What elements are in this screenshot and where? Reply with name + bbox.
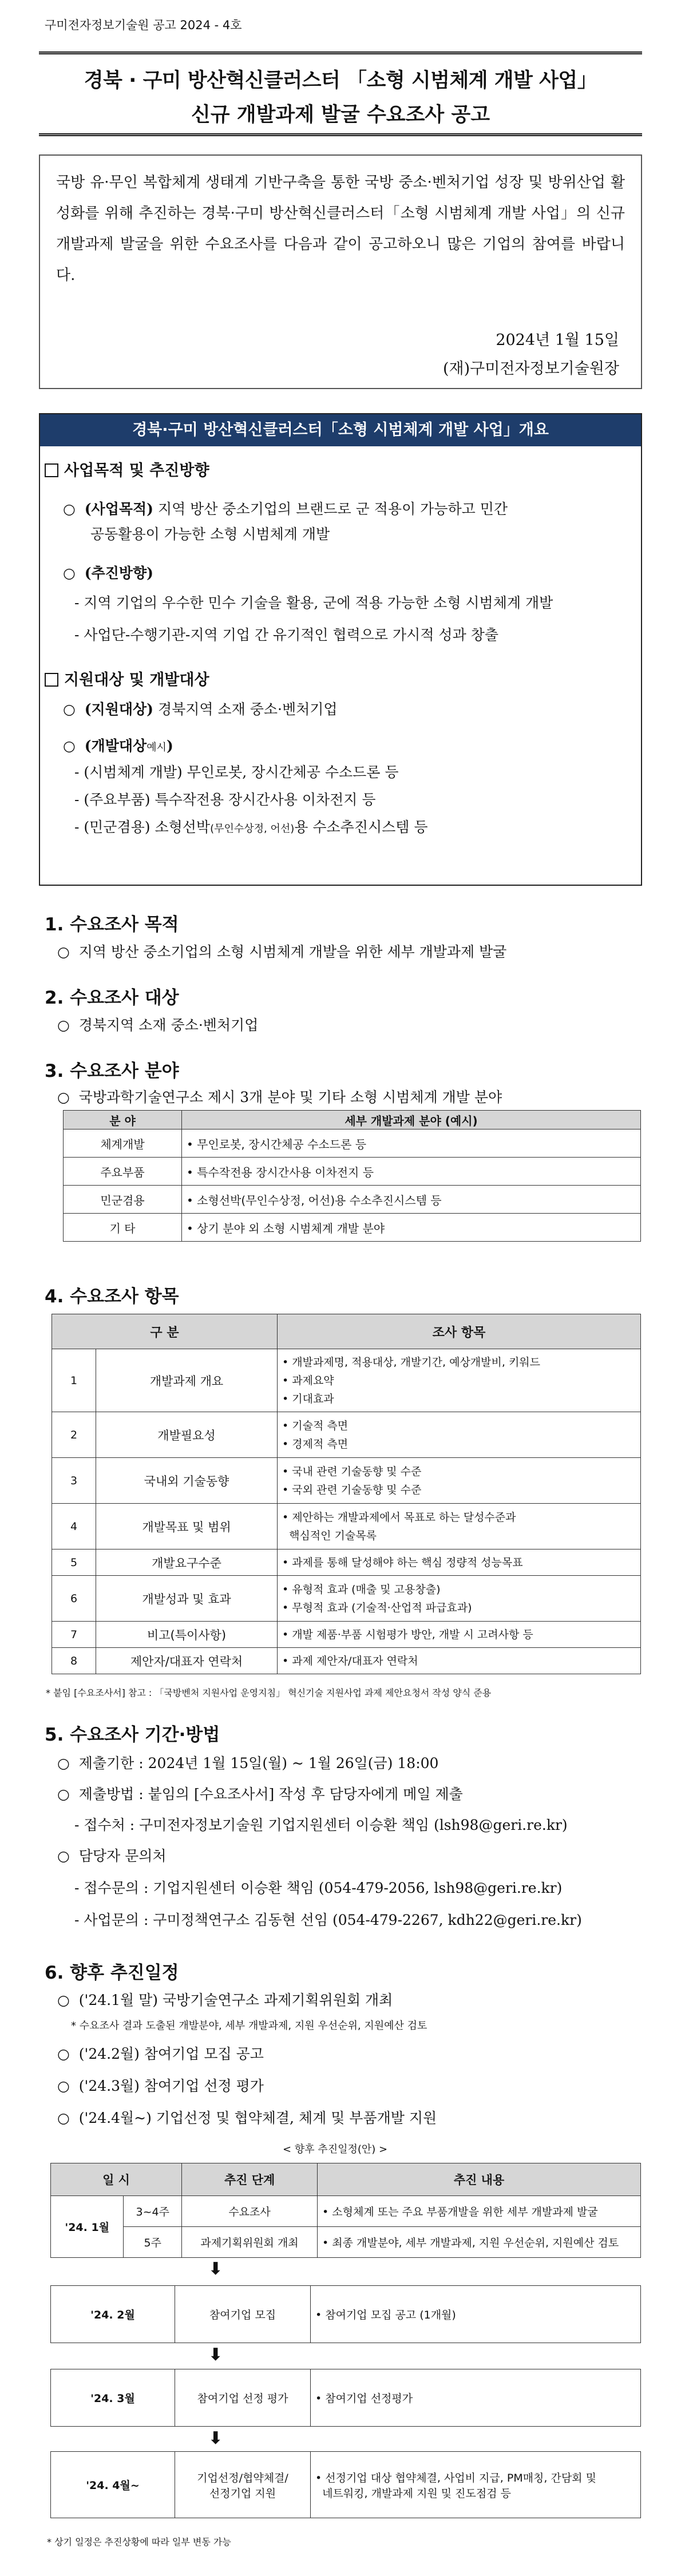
table-row — [52, 1648, 641, 1674]
overview-dev-1: - (시범체계 개발) 무인로봇, 장시간체공 수소드론 등 — [74, 764, 399, 780]
schedule-table-3 — [50, 2369, 641, 2427]
row-number: 8 — [52, 1648, 96, 1674]
square-bullet-icon — [45, 463, 58, 477]
overview-direction-2: - 사업단-수행기관-지역 기업 간 유기적인 협력으로 가시적 성과 창출 — [74, 627, 498, 643]
row-number: 6 — [52, 1576, 96, 1622]
table-row — [52, 1412, 641, 1458]
schedule-date: '24. 4월~ — [51, 2452, 175, 2518]
row-number: 2 — [52, 1412, 96, 1458]
schedule-week: 3~4주 — [124, 2196, 182, 2227]
row-items: • 과제를 통해 달성해야 하는 핵심 정량적 성능목표 — [278, 1549, 641, 1576]
overview-direction-1: - 지역 기업의 우수한 민수 기술을 활용, 군에 적용 가능한 소형 시범체계 개발 — [74, 595, 553, 611]
row-number: 7 — [52, 1622, 96, 1648]
row-category: 비고(특이사항) — [96, 1622, 278, 1648]
field-table — [63, 1110, 641, 1242]
down-arrow-icon: ⬇ — [208, 2428, 223, 2448]
overview-dev-3: - (민군겸용) 소형선박(무인수상정, 어선)용 수소추진시스템 등 — [74, 819, 428, 835]
row-category: 개발목표 및 범위 — [96, 1504, 278, 1549]
section-3-title: 3. 수요조사 분야 — [45, 1061, 179, 1081]
table-row — [52, 1458, 641, 1504]
table-row — [52, 1504, 641, 1549]
overview-section-2-title: 지원대상 및 개발대상 — [45, 667, 209, 689]
schedule-item-3: ○ ('24.3월) 참여기업 선정 평가 — [57, 2078, 264, 2094]
row-items: • 과제 제안자/대표자 연락처 — [278, 1648, 641, 1674]
column-header: 세부 개발과제 분야 (예시) — [182, 1111, 641, 1130]
table-row — [52, 1622, 641, 1648]
field-cell: 체계개발 — [64, 1130, 182, 1158]
issuer-name: (재)구미전자정보기술원장 — [443, 360, 619, 378]
row-category: 제안자/대표자 연락처 — [96, 1648, 278, 1674]
row-category: 개발요구수준 — [96, 1549, 278, 1576]
schedule-date: '24. 3월 — [51, 2369, 175, 2427]
table-row — [51, 2196, 641, 2227]
down-arrow-icon: ⬇ — [208, 2345, 223, 2365]
table-row — [51, 2286, 641, 2343]
row-items: • 개발과제명, 적용대상, 개발기간, 예상개발비, 키워드 • 과제요약 • 기대효과 — [278, 1349, 641, 1412]
deadline-text: ○ 제출기한 : 2024년 1월 15일(월) ~ 1월 26일(금) 18:00 — [57, 1755, 439, 1772]
overview-purpose: ○ (사업목적) 지역 방산 중소기업의 브랜드로 군 적용이 가능하고 민간 — [63, 501, 508, 517]
table-row — [52, 1549, 641, 1576]
example-cell: • 상기 분야 외 소형 시범체계 개발 분야 — [182, 1214, 641, 1242]
schedule-item-1: ○ ('24.1월 말) 국방기술연구소 과제기획위원회 개최 — [57, 1992, 393, 2008]
column-header: 구 분 — [52, 1314, 278, 1349]
field-cell: 기 타 — [64, 1214, 182, 1242]
schedule-item-2: ○ ('24.2월) 참여기업 모집 공고 — [57, 2046, 264, 2062]
schedule-table-2 — [50, 2285, 641, 2343]
section-1-text: ○ 지역 방산 중소기업의 소형 시범체계 개발을 위한 세부 개발과제 발굴 — [57, 944, 507, 960]
method-text: ○ 제출방법 : 붙임의 [수요조사서] 작성 후 담당자에게 메일 제출 — [57, 1786, 463, 1802]
column-header: 분 야 — [64, 1111, 182, 1130]
table-row — [64, 1130, 641, 1158]
schedule-table-4 — [50, 2451, 641, 2518]
contact-2: - 사업문의 : 구미정책연구소 김동현 선임 (054-479-2267, kdh22@geri.re.kr) — [74, 1912, 582, 1928]
section-4-note: * 붙임 [수요조사서] 참고 : 「국방벤처 지원사업 운영지침」 혁신기술 지원사업 과제 제안요청서 작성 양식 준용 — [46, 1687, 492, 1698]
table-row — [52, 1349, 641, 1412]
table-row — [64, 1214, 641, 1242]
schedule-content: • 선정기업 대상 협약체결, 사업비 지급, PM매칭, 간담회 및 네트워킹, 개발과제 지원 및 진도점검 등 — [311, 2452, 641, 2518]
table-row — [51, 2452, 641, 2518]
schedule-date: '24. 2월 — [51, 2286, 175, 2343]
section-3-text: ○ 국방과학기술연구소 제시 3개 분야 및 기타 소형 시범체계 개발 분야 — [57, 1089, 502, 1105]
schedule-table — [50, 2163, 641, 2258]
section-2-text: ○ 경북지역 소재 중소·벤처기업 — [57, 1017, 259, 1033]
overview-section-1-title: 사업목적 및 추진방향 — [45, 458, 209, 480]
row-category: 국내외 기술동향 — [96, 1458, 278, 1504]
table-row — [64, 1186, 641, 1214]
example-cell: • 특수작전용 장시간사용 이차전지 등 — [182, 1158, 641, 1186]
column-header: 추진 내용 — [318, 2163, 641, 2196]
column-header: 조사 항목 — [278, 1314, 641, 1349]
row-category: 개발성과 및 효과 — [96, 1576, 278, 1622]
section-2-title: 2. 수요조사 대상 — [45, 988, 179, 1008]
row-items: • 제안하는 개발과제에서 목표로 하는 달성수준과 핵심적인 기술목록 — [278, 1504, 641, 1549]
table-row — [52, 1576, 641, 1622]
overview-header: 경북·구미 방산혁신클러스터「소형 시범체계 개발 사업」개요 — [40, 414, 641, 446]
overview-purpose-cont: 공동활용이 가능한 소형 시범체계 개발 — [90, 526, 330, 542]
schedule-date: '24. 1월 — [51, 2196, 124, 2258]
schedule-stage: 기업선정/협약체결/ 선정기업 지원 — [175, 2452, 311, 2518]
schedule-stage: 과제기획위원회 개최 — [182, 2227, 318, 2258]
schedule-item-4: ○ ('24.4월~) 기업선정 및 협약체결, 체계 및 부품개발 지원 — [57, 2110, 437, 2126]
title-line-1: 경북 · 구미 방산혁신클러스터 「소형 시범체계 개발 사업」 — [84, 69, 597, 92]
contact-1: - 접수문의 : 기업지원센터 이승환 책임 (054-479-2056, lsh98@geri.re.kr) — [74, 1880, 563, 1896]
table-row — [51, 2227, 641, 2258]
section-6-title: 6. 향후 추진일정 — [45, 1963, 179, 1983]
schedule-sub-note: * 수요조사 결과 도출된 개발분야, 세부 개발과제, 지원 우선순위, 지원예산 검토 — [71, 2020, 427, 2032]
section-4-title: 4. 수요조사 항목 — [45, 1286, 179, 1307]
table-header — [52, 1314, 641, 1349]
example-cell: • 소형선박(무인수상정, 어선)용 수소추진시스템 등 — [182, 1186, 641, 1214]
row-category: 개발필요성 — [96, 1412, 278, 1458]
schedule-content: • 참여기업 선정평가 — [311, 2369, 641, 2427]
overview-direction-label: ○ (추진방향) — [63, 565, 153, 581]
schedule-footnote: * 상기 일정은 추진상황에 따라 일부 변동 가능 — [47, 2537, 231, 2547]
intro-paragraph: 국방 유·무인 복합체계 생태계 기반구축을 통한 국방 중소·벤처기업 성장 및 방위산업 활성화를 위해 추진하는 경북·구미 방산혁신클러스터「소형 시범체계 개발 사업」의 신규 개발과제 발굴을 위한 수요조사를 다음과 같이 공고하오니 많은 기업의 참여를 바랍니다. — [56, 174, 625, 284]
overview-dev-target-label: ○ (개발대상예시) — [63, 738, 173, 754]
overview-box — [39, 413, 642, 886]
schedule-content: • 최종 개발분야, 세부 개발과제, 지원 우선순위, 지원예산 검토 — [318, 2227, 641, 2258]
intro-box — [39, 154, 642, 389]
receipt-text: - 접수처 : 구미전자정보기술원 기업지원센터 이승환 책임 (lsh98@geri.re.kr) — [74, 1817, 568, 1833]
field-cell: 민군겸용 — [64, 1186, 182, 1214]
survey-items-table — [52, 1314, 641, 1674]
schedule-stage: 참여기업 선정 평가 — [175, 2369, 311, 2427]
notice-number: 구미전자정보기술원 공고 2024 - 4호 — [45, 18, 242, 32]
table-row — [64, 1158, 641, 1186]
row-items: • 개발 제품·부품 시험평가 방안, 개발 시 고려사항 등 — [278, 1622, 641, 1648]
contact-title: ○ 담당자 문의처 — [57, 1848, 167, 1864]
table-header — [51, 2163, 641, 2196]
title-box — [39, 51, 642, 136]
notice-date: 2024년 1월 15일 — [496, 331, 619, 349]
schedule-content: • 소형체계 또는 주요 부품개발을 위한 세부 개발과제 발굴 — [318, 2196, 641, 2227]
square-bullet-icon — [45, 673, 58, 687]
title-line-2: 신규 개발과제 발굴 수요조사 공고 — [191, 104, 490, 126]
field-cell: 주요부품 — [64, 1158, 182, 1186]
column-header: 추진 단계 — [182, 2163, 318, 2196]
row-number: 4 — [52, 1504, 96, 1549]
schedule-content: • 참여기업 모집 공고 (1개월) — [311, 2286, 641, 2343]
schedule-stage: 수요조사 — [182, 2196, 318, 2227]
row-number: 3 — [52, 1458, 96, 1504]
row-items: • 기술적 측면 • 경제적 측면 — [278, 1412, 641, 1458]
down-arrow-icon: ⬇ — [208, 2259, 223, 2279]
section-5-title: 5. 수요조사 기간·방법 — [45, 1725, 220, 1745]
section-1-title: 1. 수요조사 목적 — [45, 914, 179, 935]
row-category: 개발과제 개요 — [96, 1349, 278, 1412]
example-cell: • 무인로봇, 장시간체공 수소드론 등 — [182, 1130, 641, 1158]
overview-dev-2: - (주요부품) 특수작전용 장시간사용 이차전지 등 — [74, 791, 376, 808]
table-row — [51, 2369, 641, 2427]
row-number: 5 — [52, 1549, 96, 1576]
row-items: • 국내 관련 기술동향 및 수준 • 국외 관련 기술동향 및 수준 — [278, 1458, 641, 1504]
overview-support-target: ○ (지원대상) 경북지역 소재 중소·벤처기업 — [63, 701, 338, 718]
row-number: 1 — [52, 1349, 96, 1412]
schedule-stage: 참여기업 모집 — [175, 2286, 311, 2343]
table-header — [64, 1111, 641, 1130]
column-header: 일 시 — [51, 2163, 182, 2196]
row-items: • 유형적 효과 (매출 및 고용창출) • 무형적 효과 (기술적·산업적 파급효과) — [278, 1576, 641, 1622]
schedule-caption: < 향후 추진일정(안) > — [283, 2143, 388, 2155]
schedule-week: 5주 — [124, 2227, 182, 2258]
